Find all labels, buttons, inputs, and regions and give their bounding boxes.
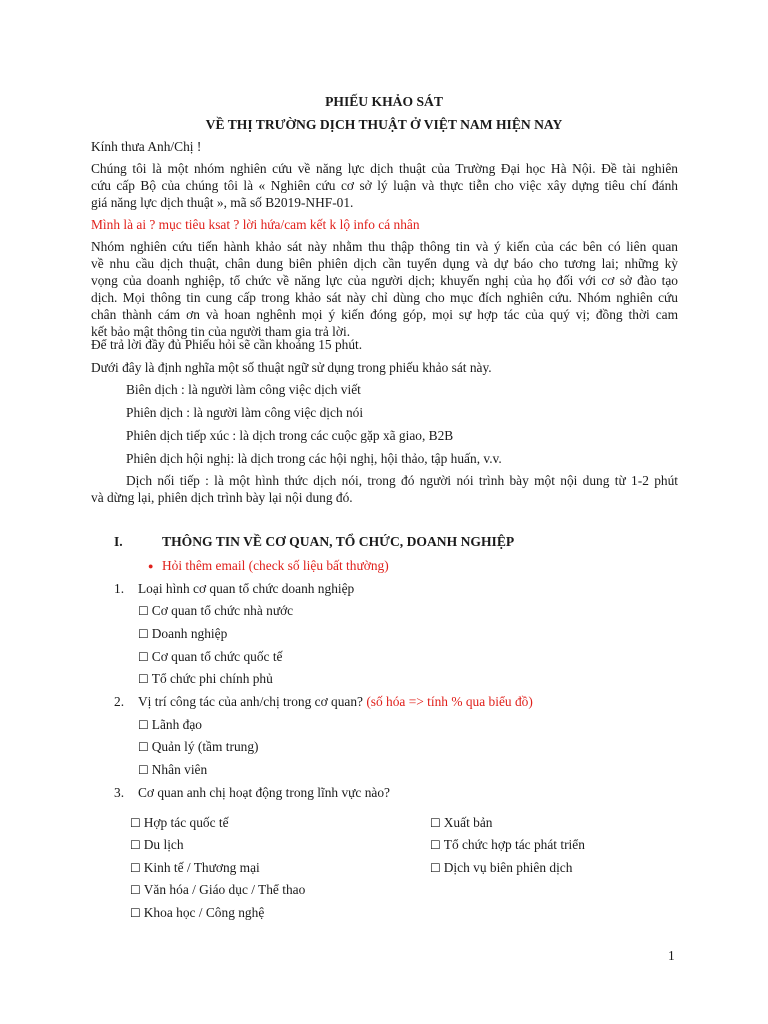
checkbox-icon[interactable]: ☐ [138,740,149,754]
document-title: PHIẾU KHẢO SÁT [325,94,443,109]
checkbox-icon[interactable]: ☐ [138,627,149,641]
purpose-line-6: kết bảo mật thông tin của người tham gia trả lời. [91,324,351,339]
purpose-line-4: dịch. Mọi thông tin cung cấp trong khảo sát này chỉ dùng cho mục đích nghiên cứu. Nhóm nghiên cứu [91,290,678,305]
checkbox-icon[interactable]: ☐ [138,672,149,686]
checkbox-icon[interactable]: ☐ [430,838,441,852]
checkbox-icon[interactable]: ☐ [138,763,149,777]
checkbox-icon[interactable]: ☐ [138,718,149,732]
greeting: Kính thưa Anh/Chị ! [91,139,202,154]
q3-option-kinh-te[interactable]: ☐ Kinh tế / Thương mại [130,860,260,875]
question-1-number: 1. [114,581,125,596]
section-number: I. [114,534,123,549]
q3-option-khoa-hoc[interactable]: ☐ Khoa học / Công nghệ [130,905,265,920]
checkbox-icon[interactable]: ☐ [138,604,149,618]
question-2-text: Vị trí công tác của anh/chị trong cơ quan? [138,694,363,709]
q2-option-quan-ly[interactable]: ☐ Quản lý (tầm trung) [138,739,259,754]
question-3-number: 3. [114,785,125,800]
question-2-note: (số hóa => tính % qua biểu đồ) [366,694,533,709]
question-2 [138,694,533,710]
definition-dich-noi-tiep-line-1: Dịch nối tiếp : là một hình thức dịch nói, trong đó người nói trình bày một nội dung từ 1-2 phút [126,473,678,488]
purpose-line-3: vọng của doanh nghiệp, tổ chức về năng lực của người dịch; khuyến nghị của họ đối với cơ sở đào tạo [91,273,678,288]
time-note: Để trả lời đầy đủ Phiếu hỏi sẽ cần khoảng 15 phút. [91,337,363,352]
bullet-note: Hỏi thêm email (check số liệu bất thường) [162,558,389,573]
purpose-line-5: chân thành cám ơn và hoan nghênh mọi ý kiến đóng góp, mọi sự hợp tác của quý vị; đồng thời cam [91,307,678,322]
question-2-number: 2. [114,694,125,709]
checkbox-icon[interactable]: ☐ [430,816,441,830]
definition-phien-dich-hoi-nghi: Phiên dịch hội nghị: là dịch trong các hội nghị, hội thảo, tập huấn, v.v. [126,451,502,466]
definition-phien-dich: Phiên dịch : là người làm công việc dịch nói [126,405,364,420]
intro-line-1: Chúng tôi là một nhóm nghiên cứu về năng lực dịch thuật của Trường Đại học Hà Nội. Đề tài nghiên [91,161,678,176]
purpose-line-2: về nhu cầu dịch thuật, chân dung biên phiên dịch cần tuyển dụng và dự báo cho tương lai; những kỳ [91,256,678,271]
checkbox-icon[interactable]: ☐ [130,838,141,852]
reviewer-note: Mình là ai ? mục tiêu ksat ? lời hứa/cam kết k lộ info cá nhân [91,217,420,232]
checkbox-icon[interactable]: ☐ [130,883,141,897]
section-title: THÔNG TIN VỀ CƠ QUAN, TỔ CHỨC, DOANH NGHIỆP [162,534,515,549]
document-subtitle: VỀ THỊ TRƯỜNG DỊCH THUẬT Ở VIỆT NAM HIỆN NAY [205,117,563,132]
checkbox-icon[interactable]: ☐ [138,650,149,664]
checkbox-icon[interactable]: ☐ [130,816,141,830]
intro-line-3: giá năng lực dịch thuật », mã số B2019-NHF-01. [91,195,354,210]
q3-option-dich-vu-bien-phien-dich[interactable]: ☐ Dịch vụ biên phiên dịch [430,860,573,875]
page-number: 1 [668,948,675,963]
q1-option-doanh-nghiep[interactable]: ☐ Doanh nghiệp [138,626,228,641]
q3-option-hop-tac-phat-trien[interactable]: ☐ Tổ chức hợp tác phát triển [430,837,585,852]
checkbox-icon[interactable]: ☐ [130,861,141,875]
bullet-dot-icon: ● [148,561,154,571]
checkbox-icon[interactable]: ☐ [430,861,441,875]
q2-option-nhan-vien[interactable]: ☐ Nhân viên [138,762,208,777]
q3-option-hop-tac-quoc-te[interactable]: ☐ Hợp tác quốc tế [130,815,229,830]
definition-dich-noi-tiep-line-2: và dừng lại, phiên dịch trình bày lại nội dung đó. [91,490,353,505]
q2-option-lanh-dao[interactable]: ☐ Lãnh đạo [138,717,202,732]
q3-option-xuat-ban[interactable]: ☐ Xuất bản [430,815,493,830]
q1-option-to-chuc-quoc-te[interactable]: ☐ Cơ quan tổ chức quốc tế [138,649,283,664]
question-1-text: Loại hình cơ quan tổ chức doanh nghiệp [138,581,355,596]
definition-bien-dich: Biên dịch : là người làm công việc dịch viết [126,382,361,397]
intro-line-2: cứu cấp Bộ của chúng tôi là « Nghiên cứu cơ sở lý luận và thực tiễn cho việc xây dựng tiêu chí đánh [91,178,678,193]
q3-option-van-hoa[interactable]: ☐ Văn hóa / Giáo dục / Thể thao [130,882,306,897]
checkbox-icon[interactable]: ☐ [130,906,141,920]
definition-phien-dich-tiep-xuc: Phiên dịch tiếp xúc : là dịch trong các cuộc gặp xã giao, B2B [126,428,454,443]
definitions-intro: Dưới đây là định nghĩa một số thuật ngữ sử dụng trong phiếu khảo sát này. [91,360,492,375]
question-3-text: Cơ quan anh chị hoạt động trong lĩnh vực nào? [138,785,390,800]
purpose-line-1: Nhóm nghiên cứu tiến hành khảo sát này nhằm thu thập thông tin và ý kiến của các bên có liên quan [91,239,678,254]
q1-option-co-quan-nha-nuoc[interactable]: ☐ Cơ quan tổ chức nhà nước [138,603,294,618]
q3-option-du-lich[interactable]: ☐ Du lịch [130,837,184,852]
q1-option-phi-chinh-phu[interactable]: ☐ Tổ chức phi chính phủ [138,671,273,686]
